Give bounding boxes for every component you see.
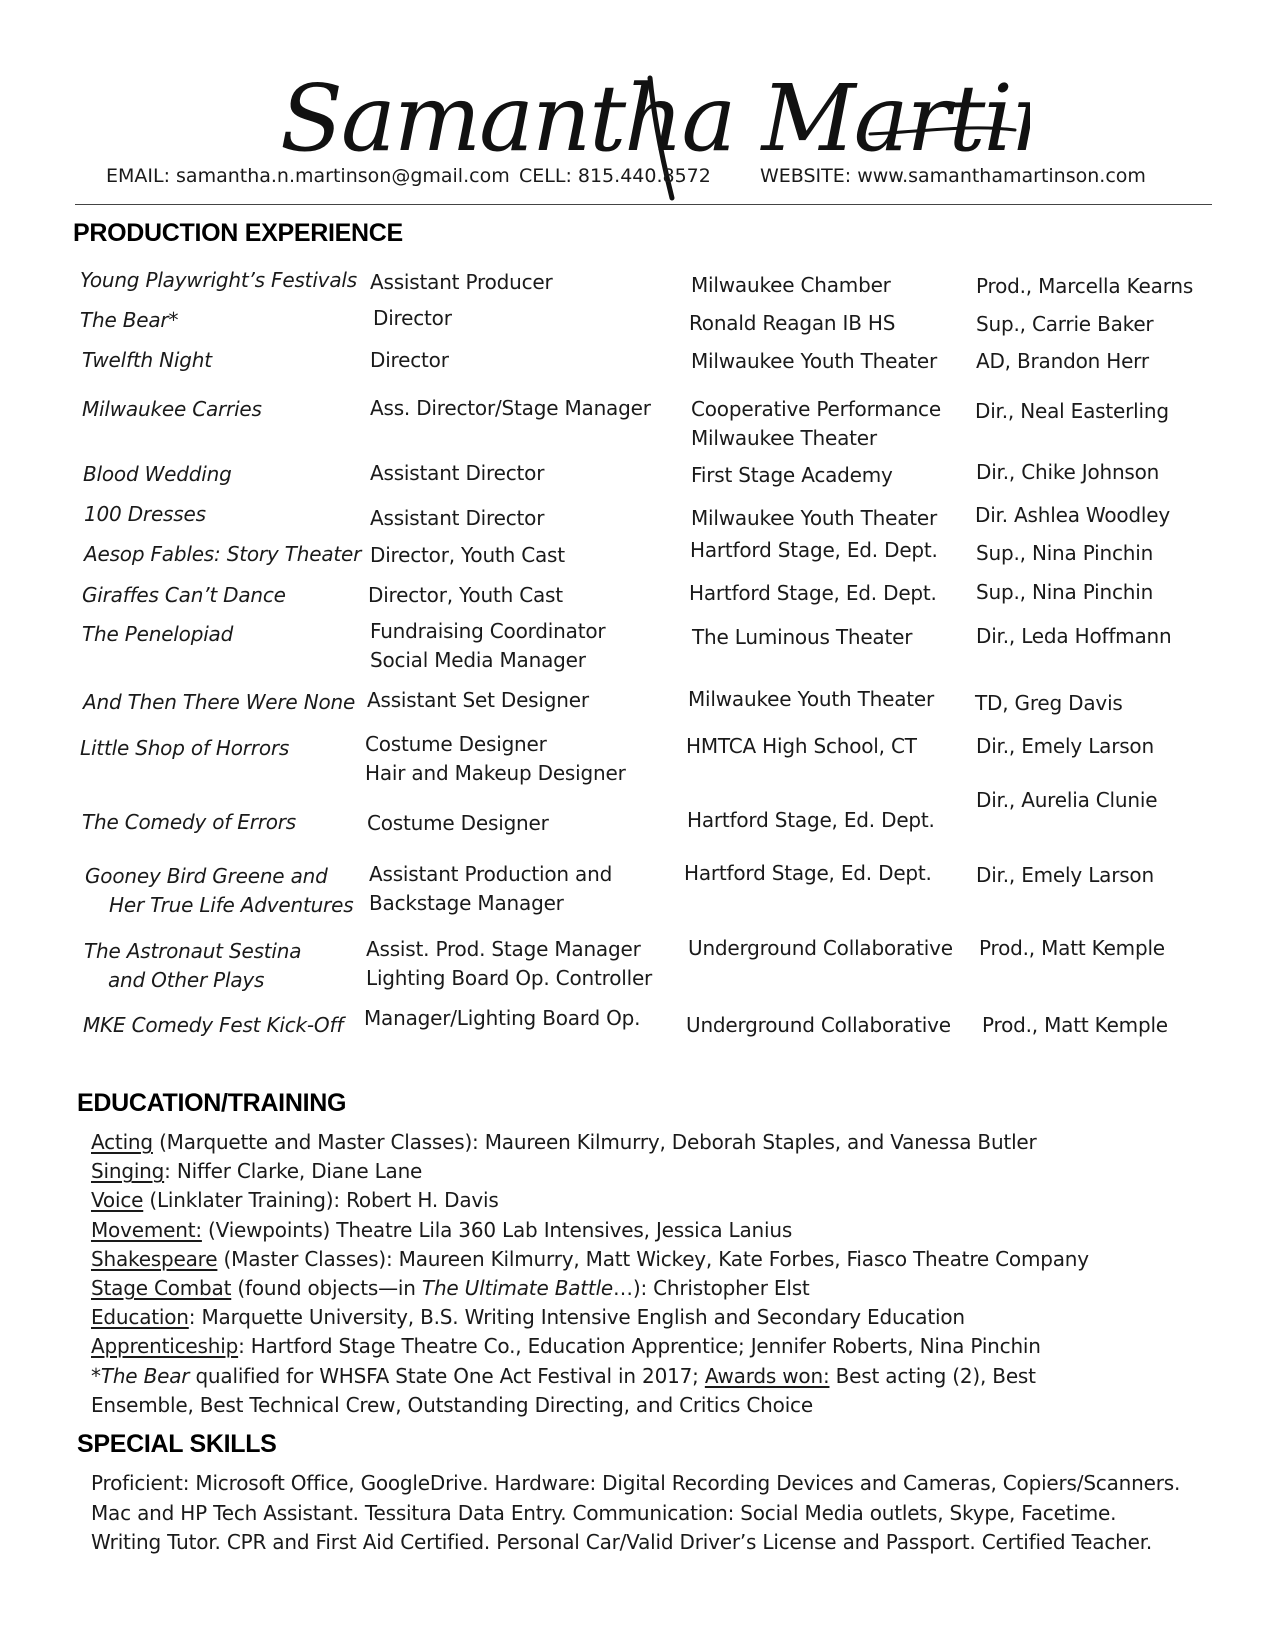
production-title-text: Young Playwright’s Festivals	[80, 268, 357, 292]
production-role-line	[370, 394, 651, 423]
production-contact-text: Prod., Marcella Kearns	[976, 274, 1194, 298]
skills-heading: SPECIAL SKILLS	[77, 1430, 277, 1458]
production-role-text: Assistant Production and	[369, 862, 613, 886]
education-text: Singing	[91, 1159, 165, 1184]
education-text: Awards won:	[704, 1363, 830, 1388]
production-role-line	[367, 809, 549, 838]
production-contact-cell	[976, 622, 1171, 651]
production-contact-cell	[976, 458, 1159, 487]
production-role-text: Assistant Director	[370, 506, 545, 530]
production-venue-cell	[690, 536, 938, 565]
production-role-line	[369, 889, 612, 918]
production-role-cell	[365, 730, 626, 788]
production-contact-line	[976, 861, 1154, 890]
production-title-cell	[82, 395, 262, 424]
production-venue-cell	[689, 579, 937, 608]
production-contact-text: Dir., Emely Larson	[976, 734, 1154, 758]
production-role-line	[370, 646, 605, 675]
production-venue-text: Hartford Stage, Ed. Dept.	[687, 808, 935, 832]
production-title-cell	[84, 937, 301, 995]
education-text: (Master Classes): Maureen Kilmurry, Matt Wickey, Kate Forbes, Fiasco Theatre Company	[217, 1246, 1089, 1271]
education-line	[91, 1391, 1089, 1420]
production-role-line	[364, 1004, 640, 1033]
education-text: Shakespeare	[91, 1246, 218, 1271]
production-contact-line	[975, 397, 1169, 426]
education-text: : Marquette University, B.S. Writing Intensive English and Secondary Education	[188, 1305, 965, 1330]
education-line	[91, 1303, 1089, 1332]
production-contact-text: Prod., Matt Kemple	[982, 1013, 1168, 1037]
production-title-line	[84, 937, 301, 966]
production-title-line	[82, 581, 286, 610]
production-venue-cell	[688, 685, 934, 714]
production-title-text: Aesop Fables: Story Theater	[84, 542, 362, 566]
production-role-line	[367, 686, 589, 715]
production-role-text: Fundraising Coordinator	[370, 619, 606, 643]
production-title-text: Giraffes Can’t Dance	[82, 583, 286, 607]
production-venue-cell	[691, 395, 941, 453]
education-text: (Marquette and Master Classes): Maureen Kilmurry, Deborah Staples, and Vanessa Butler	[152, 1130, 1037, 1154]
education-text: …): Christopher Elst	[613, 1276, 810, 1301]
production-role-line	[366, 935, 652, 964]
production-title-line	[82, 395, 262, 424]
production-role-cell	[366, 935, 652, 993]
production-title-cell	[80, 306, 178, 335]
production-venue-line	[690, 536, 938, 565]
production-venue-text: Ronald Reagan IB HS	[689, 311, 896, 335]
production-contact-cell	[976, 310, 1153, 339]
production-title-cell	[83, 688, 355, 717]
production-contact-line	[976, 310, 1153, 339]
production-title-line	[85, 891, 353, 920]
production-role-line	[370, 541, 565, 570]
production-venue-cell	[686, 732, 917, 761]
production-title-line	[80, 266, 357, 295]
production-title-text: 100 Dresses	[84, 502, 206, 526]
signature-text: Samantha Marti	[280, 65, 1011, 172]
education-text: The Bear	[100, 1363, 190, 1388]
production-contact-cell	[982, 1011, 1168, 1040]
production-contact-cell	[976, 539, 1153, 568]
education-text: Acting	[91, 1130, 153, 1154]
production-venue-text: Underground Collaborative	[686, 1013, 951, 1037]
production-venue-text: Hartford Stage, Ed. Dept.	[689, 581, 937, 605]
production-contact-text: TD, Greg Davis	[975, 691, 1123, 715]
production-venue-text: Underground Collaborative	[688, 936, 953, 960]
production-contact-text: Sup., Nina Pinchin	[976, 541, 1154, 565]
production-role-cell	[370, 541, 565, 570]
production-role-line	[365, 730, 626, 759]
production-role-cell	[373, 304, 452, 333]
production-venue-cell	[691, 347, 937, 376]
skills-list	[91, 1469, 1180, 1558]
production-venue-line	[689, 579, 937, 608]
production-contact-text: Dir., Aurelia Clunie	[976, 788, 1158, 812]
production-title-text: Gooney Bird Greene and	[85, 864, 328, 888]
production-role-cell	[367, 809, 549, 838]
production-venue-text: Milwaukee Theater	[691, 426, 877, 450]
production-title-cell	[82, 581, 286, 610]
production-role-cell	[369, 860, 612, 918]
production-role-text: Director	[373, 306, 452, 330]
production-contact-text: Dir. Ashlea Woodley	[975, 503, 1170, 527]
production-venue-text: Hartford Stage, Ed. Dept.	[684, 861, 932, 885]
production-role-text: Costume Designer	[367, 811, 549, 835]
production-venue-line	[692, 623, 912, 652]
education-text: (Viewpoints) Theatre Lila 360 Lab Intensives, Jessica Lanius	[201, 1217, 793, 1242]
production-contact-line	[976, 539, 1153, 568]
production-role-text: Social Media Manager	[370, 648, 586, 672]
production-venue-cell	[689, 309, 895, 338]
production-role-cell	[370, 268, 553, 297]
contact-cell: CELL: 815.440.8572	[519, 165, 711, 187]
contact-website: WEBSITE: www.samanthamartinson.com	[760, 165, 1146, 187]
production-role-cell	[370, 394, 651, 423]
production-contact-cell	[976, 861, 1154, 890]
production-contact-line	[976, 732, 1154, 761]
production-contact-line	[976, 578, 1153, 607]
production-venue-text: Milwaukee Youth Theater	[691, 506, 938, 530]
production-contact-line	[982, 1011, 1168, 1040]
production-contact-line	[976, 622, 1171, 651]
production-contact-text: AD, Brandon Herr	[976, 349, 1149, 373]
education-line	[91, 1245, 1089, 1274]
production-role-line	[369, 860, 612, 889]
production-venue-line	[691, 461, 893, 490]
education-text: Voice	[91, 1188, 144, 1213]
production-venue-line	[686, 732, 917, 761]
production-contact-cell	[975, 397, 1169, 426]
education-line	[91, 1128, 1089, 1157]
production-venue-cell	[688, 934, 953, 963]
contact-email: EMAIL: samantha.n.martinson@gmail.com	[106, 165, 510, 187]
education-text: Apprenticeship	[91, 1334, 239, 1359]
production-contact-text: Dir., Emely Larson	[976, 863, 1154, 887]
production-role-line	[373, 304, 452, 333]
production-title-cell	[85, 862, 353, 920]
education-text: Movement:	[91, 1217, 202, 1242]
production-title-text: The Bear*	[80, 308, 179, 332]
production-role-cell	[370, 346, 449, 375]
production-title-text: And Then There Were None	[83, 690, 356, 714]
production-role-text: Assistant Set Designer	[367, 688, 589, 712]
skills-line: Writing Tutor. CPR and First Aid Certified. Personal Car/Valid Driver’s License and Passport. Certified Teacher.	[91, 1530, 1153, 1554]
production-role-cell	[370, 504, 544, 533]
production-contact-text: Sup., Nina Pinchin	[976, 580, 1154, 604]
production-venue-line	[691, 424, 941, 453]
production-role-line	[368, 581, 563, 610]
education-line	[91, 1186, 1089, 1215]
production-title-line	[82, 808, 296, 837]
production-role-line	[370, 346, 449, 375]
production-role-line	[365, 759, 626, 788]
production-role-text: Backstage Manager	[369, 891, 564, 915]
production-venue-text: The Luminous Theater	[692, 625, 913, 649]
education-text: Ensemble, Best Technical Crew, Outstanding Directing, and Critics Choice	[91, 1392, 813, 1417]
production-venue-line	[684, 859, 932, 888]
education-line	[91, 1157, 1089, 1186]
production-contact-line	[975, 689, 1123, 718]
production-contact-text: Sup., Carrie Baker	[976, 312, 1154, 336]
production-title-line	[84, 540, 361, 569]
production-title-text: The Penelopiad	[82, 622, 234, 646]
production-venue-text: Milwaukee Youth Theater	[691, 349, 938, 373]
education-text: (found objects—in	[231, 1276, 422, 1301]
production-role-text: Hair and Makeup Designer	[365, 761, 626, 785]
production-role-text: Director	[370, 348, 449, 372]
production-venue-cell	[686, 1011, 951, 1040]
education-text: Best acting (2), Best	[829, 1363, 1036, 1388]
production-role-cell	[370, 617, 605, 675]
production-title-cell	[82, 346, 212, 375]
production-title-cell	[82, 808, 296, 837]
production-venue-line	[691, 395, 941, 424]
production-contact-line	[976, 347, 1149, 376]
education-text: (Linklater Training): Robert H. Davis	[143, 1188, 499, 1213]
production-title-line	[83, 1011, 343, 1040]
production-title-line	[80, 306, 178, 335]
production-contact-line	[975, 501, 1170, 530]
education-text: Education	[91, 1305, 189, 1330]
production-title-cell	[83, 1011, 343, 1040]
production-contact-cell	[976, 732, 1154, 761]
education-text: Stage Combat	[91, 1276, 232, 1301]
education-text: *	[91, 1363, 101, 1388]
production-role-cell	[364, 1004, 640, 1033]
education-list	[91, 1128, 1089, 1420]
production-title-cell	[82, 620, 233, 649]
production-role-text: Costume Designer	[365, 732, 547, 756]
production-contact-line	[979, 934, 1165, 963]
production-role-text: Assistant Director	[370, 461, 545, 485]
production-contact-cell	[976, 272, 1193, 301]
production-contact-text: Dir., Neal Easterling	[975, 399, 1169, 423]
production-role-text: Assistant Producer	[370, 270, 553, 294]
production-role-line	[370, 459, 544, 488]
production-contact-text: Dir., Chike Johnson	[976, 460, 1160, 484]
production-venue-line	[688, 685, 934, 714]
production-venue-text: Milwaukee Chamber	[691, 273, 891, 297]
contact-line	[0, 165, 1275, 195]
education-line	[91, 1274, 1089, 1303]
production-contact-line	[976, 272, 1193, 301]
production-role-cell	[367, 686, 589, 715]
production-role-line	[370, 268, 553, 297]
production-title-text: Little Shop of Horrors	[80, 736, 290, 760]
production-venue-cell	[691, 461, 893, 490]
production-title-cell	[80, 266, 357, 295]
production-role-line	[370, 504, 544, 533]
production-venue-text: Milwaukee Youth Theater	[688, 687, 935, 711]
production-venue-cell	[687, 806, 935, 835]
production-contact-cell	[975, 501, 1170, 530]
production-role-text: Lighting Board Op. Controller	[366, 966, 653, 990]
production-venue-line	[687, 806, 935, 835]
production-contact-cell	[976, 578, 1153, 607]
production-title-text: and Other Plays	[108, 968, 265, 992]
production-title-line	[85, 862, 353, 891]
education-text: : Hartford Stage Theatre Co., Education Apprentice; Jennifer Roberts, Nina Pinchin	[238, 1334, 1041, 1359]
production-title-line	[83, 688, 355, 717]
skills-line: Proficient: Microsoft Office, GoogleDrive. Hardware: Digital Recording Devices and Cameras, Copiers/Scanners.	[91, 1471, 1181, 1495]
production-venue-line	[691, 347, 937, 376]
production-role-line	[370, 617, 605, 646]
education-line	[91, 1332, 1089, 1361]
production-role-cell	[368, 581, 563, 610]
production-role-line	[366, 964, 652, 993]
production-heading: PRODUCTION EXPERIENCE	[73, 219, 403, 247]
header-divider	[75, 204, 1212, 205]
production-title-line	[80, 734, 289, 763]
production-title-cell	[80, 734, 289, 763]
education-text: The Ultimate Battle	[421, 1276, 614, 1301]
production-venue-cell	[691, 504, 937, 533]
production-title-text: The Astronaut Sestina	[84, 939, 302, 963]
production-contact-cell	[976, 786, 1157, 815]
skills-line: Mac and HP Tech Assistant. Tessitura Data Entry. Communication: Social Media outlets, Skype, Facetime.	[91, 1500, 1117, 1525]
production-role-text: Manager/Lighting Board Op.	[364, 1006, 641, 1030]
production-title-text: Blood Wedding	[83, 462, 232, 486]
production-venue-line	[689, 309, 895, 338]
production-title-line	[82, 346, 212, 375]
production-title-cell	[83, 460, 232, 489]
education-line	[91, 1216, 1089, 1245]
production-contact-text: Dir., Leda Hoffmann	[976, 624, 1172, 648]
production-role-text: Director, Youth Cast	[368, 583, 563, 607]
production-contact-cell	[975, 689, 1123, 718]
production-contact-text: Prod., Matt Kemple	[979, 936, 1165, 960]
production-contact-cell	[976, 347, 1149, 376]
production-title-line	[82, 620, 233, 649]
production-title-text: Milwaukee Carries	[82, 397, 262, 421]
production-title-text: The Comedy of Errors	[82, 810, 297, 834]
production-role-text: Assist. Prod. Stage Manager	[366, 937, 641, 961]
education-line	[91, 1362, 1089, 1391]
production-contact-line	[976, 458, 1159, 487]
production-title-text: Twelfth Night	[82, 348, 212, 372]
production-title-line	[83, 460, 232, 489]
production-venue-text: First Stage Academy	[691, 463, 893, 487]
production-venue-text: Cooperative Performance	[691, 397, 941, 421]
production-role-cell	[370, 459, 544, 488]
production-title-text: MKE Comedy Fest Kick-Off	[83, 1013, 344, 1037]
production-venue-line	[686, 1011, 951, 1040]
production-venue-line	[688, 934, 953, 963]
production-title-line	[84, 966, 301, 995]
production-title-line	[84, 500, 206, 529]
production-venue-cell	[691, 271, 891, 300]
production-title-text: Her True Life Adventures	[109, 893, 354, 917]
production-contact-line	[976, 786, 1157, 815]
production-venue-cell	[692, 623, 912, 652]
production-contact-cell	[979, 934, 1165, 963]
production-role-text: Director, Youth Cast	[370, 543, 565, 567]
production-venue-text: HMTCA High School, CT	[686, 734, 917, 758]
production-venue-cell	[684, 859, 932, 888]
production-title-cell	[84, 500, 206, 529]
education-text: : Niffer Clarke, Diane Lane	[164, 1159, 423, 1184]
production-title-cell	[84, 540, 361, 569]
production-venue-line	[691, 271, 891, 300]
production-role-text: Ass. Director/Stage Manager	[370, 396, 651, 420]
education-heading: EDUCATION/TRAINING	[77, 1089, 347, 1117]
production-venue-line	[691, 504, 937, 533]
education-text: qualified for WHSFA State One Act Festival in 2017;	[189, 1363, 705, 1388]
production-venue-text: Hartford Stage, Ed. Dept.	[690, 538, 938, 562]
